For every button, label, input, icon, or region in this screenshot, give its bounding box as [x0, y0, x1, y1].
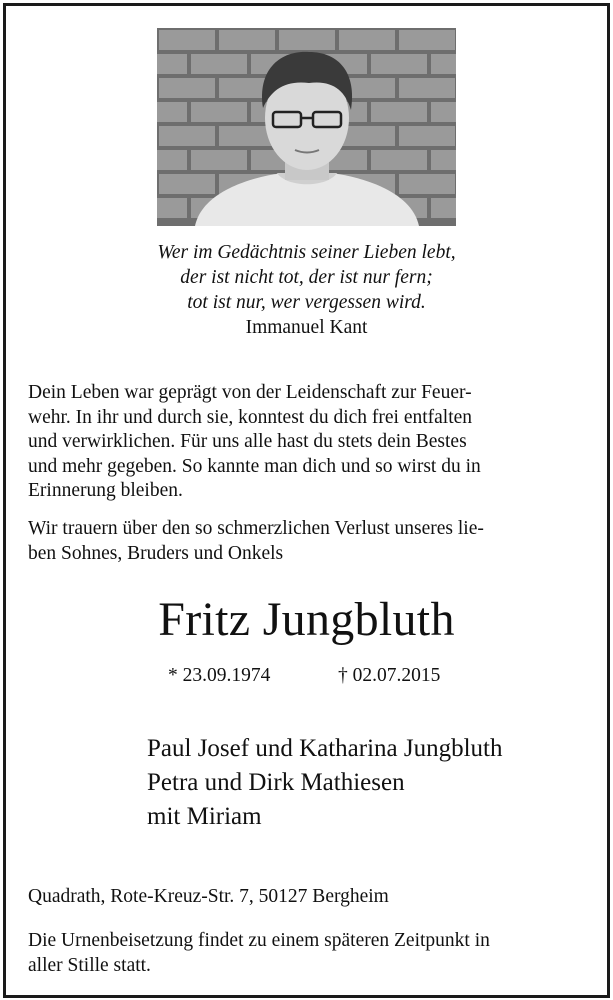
- death-date: † 02.07.2015: [338, 665, 441, 686]
- family-address: Quadrath, Rote-Kreuz-Str. 7, 50127 Bergheim: [28, 886, 389, 907]
- family-line: Paul Josef und Katharina Jungbluth: [147, 735, 503, 762]
- text-line: Wir trauern über den so schmerzlichen Verlust unseres lie-: [28, 518, 484, 539]
- family-signatures: [147, 732, 503, 834]
- text-line: wehr. In ihr und durch sie, konntest du dich frei entfalten: [28, 406, 473, 428]
- quote-block: [0, 240, 613, 340]
- text-line: Erinnerung bleiben.: [28, 480, 183, 501]
- quote-line: Wer im Gedächtnis seiner Lieben lebt,: [157, 242, 456, 263]
- text-line: und verwirklichen. Für uns alle hast du stets dein Bestes: [28, 431, 467, 452]
- burial-notice: [28, 929, 588, 978]
- tribute-paragraph: [28, 381, 588, 504]
- text-line: Dein Leben war geprägt von der Leidenschaft zur Feuer-: [28, 382, 472, 403]
- portrait-icon: [157, 28, 456, 226]
- text-line: ben Sohnes, Bruders und Onkels: [28, 542, 284, 564]
- quote-line: tot ist nur, wer vergessen wird.: [187, 292, 426, 313]
- text-line: aller Stille statt.: [28, 954, 151, 976]
- quote-author: Immanuel Kant: [245, 317, 368, 338]
- birth-date: * 23.09.1974: [168, 665, 271, 686]
- mourning-paragraph: [28, 517, 588, 566]
- text-line: und mehr gegeben. So kannte man dich und so wirst du in: [28, 455, 481, 477]
- text-line: Die Urnenbeisetzung findet zu einem späteren Zeitpunkt in: [28, 930, 490, 951]
- family-line: Petra und Dirk Mathiesen: [147, 769, 405, 796]
- family-line: mit Miriam: [147, 803, 262, 830]
- portrait-photo: [157, 28, 456, 226]
- deceased-name: Fritz Jungbluth: [158, 593, 455, 646]
- quote-line: der ist nicht tot, der ist nur fern;: [180, 267, 433, 288]
